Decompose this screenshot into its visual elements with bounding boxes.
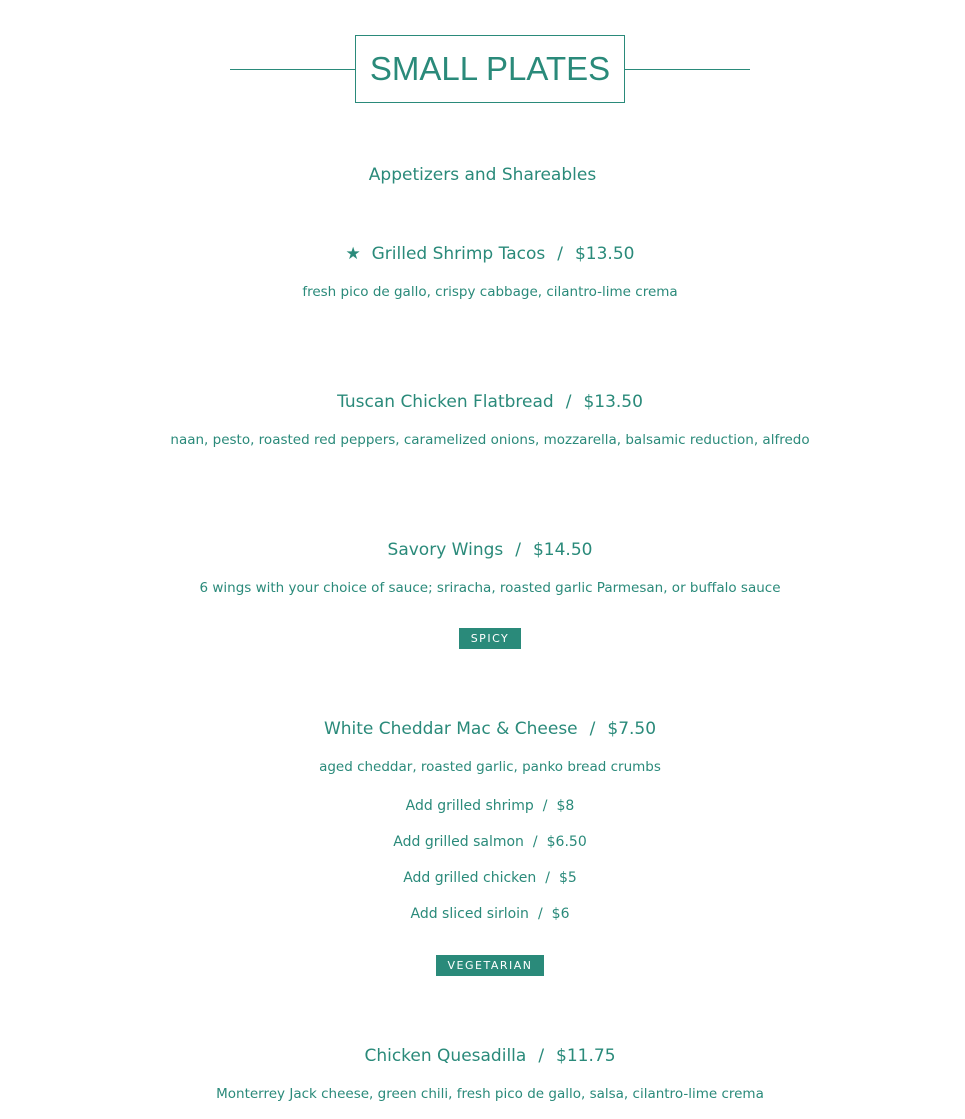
addon-name: Add grilled shrimp — [405, 798, 534, 814]
addon-price: $6.50 — [546, 834, 587, 850]
section-header — [0, 35, 965, 103]
star-icon: ★ — [345, 244, 361, 264]
menu-item-description: fresh pico de gallo, crispy cabbage, cilantro-lime crema — [302, 284, 678, 300]
addon-option — [0, 798, 965, 814]
menu-item-name — [0, 719, 965, 739]
item-price: $14.50 — [532, 540, 593, 560]
price-separator: / — [589, 719, 596, 739]
price-separator: / — [557, 244, 563, 264]
menu-item-name — [0, 540, 965, 560]
addon-price: $5 — [558, 870, 577, 886]
price-separator: / — [538, 1046, 545, 1066]
menu-item-description: 6 wings with your choice of sauce; sriracha, roasted garlic Parmesan, or buffalo sauce — [199, 580, 781, 596]
item-price: $11.75 — [556, 1046, 616, 1066]
header-rule-left — [230, 69, 355, 70]
menu-item-description: aged cheddar, roasted garlic, panko bread crumbs — [319, 759, 661, 775]
price-separator: / — [565, 392, 572, 412]
badge-row — [0, 954, 965, 976]
vegetarian-badge: VEGETARIAN — [436, 955, 545, 976]
price-separator: / — [545, 870, 550, 886]
item-title: Savory Wings — [387, 540, 504, 560]
price-separator: / — [542, 798, 548, 814]
price-separator: / — [537, 906, 543, 922]
addon-option — [0, 870, 965, 886]
price-separator: / — [515, 540, 521, 560]
item-price: $13.50 — [574, 244, 635, 264]
addon-name: Add sliced sirloin — [410, 906, 529, 922]
badge-row — [0, 627, 965, 649]
item-title: Grilled Shrimp Tacos — [371, 244, 546, 264]
menu-item-name — [0, 244, 965, 264]
item-title: Chicken Quesadilla — [364, 1046, 527, 1066]
item-price: $13.50 — [583, 392, 643, 412]
menu-item-name — [0, 392, 965, 412]
menu-item-name — [0, 1046, 965, 1066]
addon-name: Add grilled chicken — [403, 870, 537, 886]
item-price: $7.50 — [607, 719, 657, 739]
spicy-badge: SPICY — [459, 628, 522, 649]
menu-item-description: naan, pesto, roasted red peppers, caramelized onions, mozzarella, balsamic reduction, alfredo — [170, 432, 810, 448]
header-rule-right — [625, 69, 750, 70]
addon-name: Add grilled salmon — [393, 834, 524, 850]
menu-item-description: Monterrey Jack cheese, green chili, fresh pico de gallo, salsa, cilantro-lime crema — [216, 1086, 764, 1102]
header-title-box — [355, 35, 625, 103]
section-title: SMALL PLATES — [369, 50, 611, 87]
addon-option — [0, 834, 965, 850]
item-title: White Cheddar Mac & Cheese — [323, 719, 578, 739]
addon-price: $6 — [551, 906, 570, 922]
item-title: Tuscan Chicken Flatbread — [337, 392, 554, 412]
addon-price: $8 — [556, 798, 575, 814]
section-subtitle: Appetizers and Shareables — [368, 165, 597, 185]
price-separator: / — [532, 834, 538, 850]
addon-option — [0, 906, 965, 922]
